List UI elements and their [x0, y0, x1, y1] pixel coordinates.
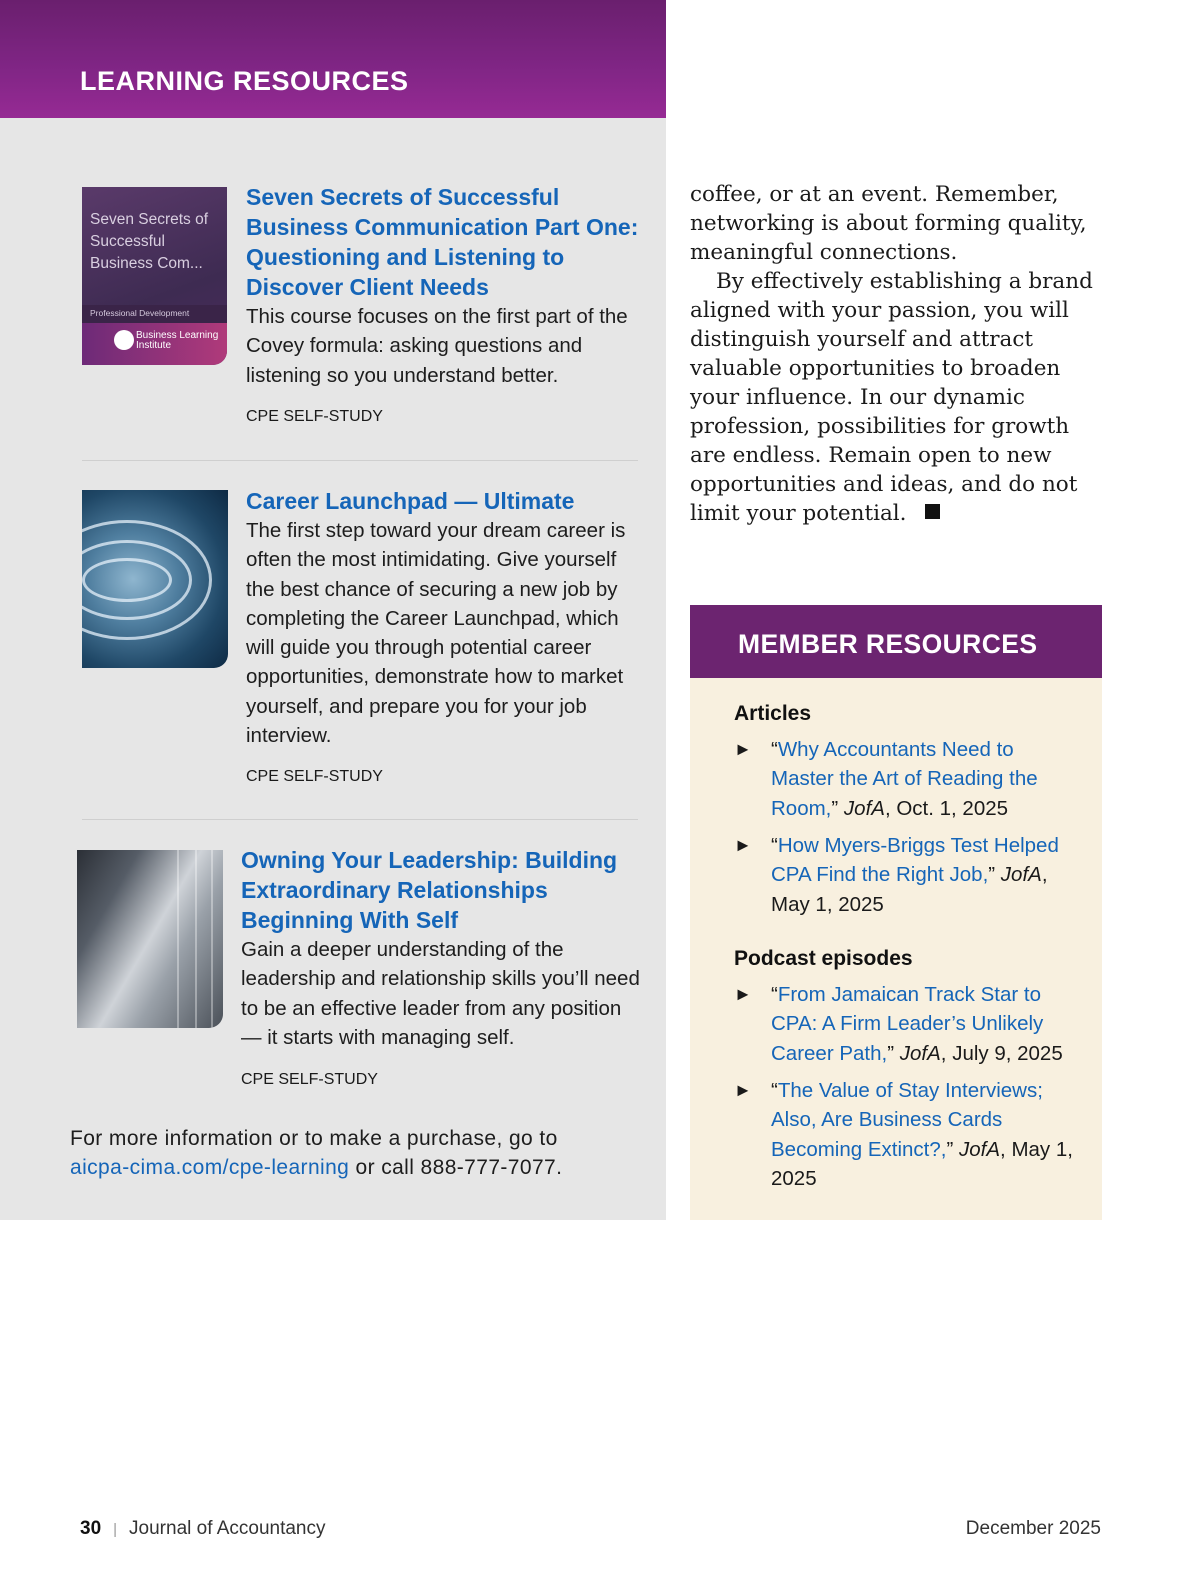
publication-name: Journal of Accountancy [129, 1518, 326, 1539]
member-resources-box: MEMBER RESOURCES Articles ► “Why Accountants Need to Master the Art of Reading the Room,” JofA, Oct. 1, 2025 ► “How Myers-Briggs Test Helped CPA Find the Right Job,” JofA, May 1, 2025 Podcast episodes ► “From Jamaican Track Star to CPA: A Firm Leader’s Unlikely Career Path,” JofA, July 9, 2025 ► “The Value of Stay Interviews; Also, Are Business Cards Becoming Extinct?,” JofA, May 1, 2025 [690, 605, 1102, 1220]
member-resources-header [690, 605, 1102, 678]
course-text [246, 182, 641, 390]
article-link[interactable]: Why Accountants Need to Master the Art of Reading the Room, [771, 738, 1038, 820]
course-text [241, 845, 641, 1052]
course-thumbnail[interactable] [77, 850, 223, 1028]
course-tag-label: CPE SELF-STUDY [241, 1071, 378, 1088]
course-tag-label: CPE SELF-STUDY [246, 408, 383, 425]
course-tag [246, 768, 383, 786]
thumbnail-band: Professional Development [82, 305, 227, 323]
divider [82, 819, 638, 820]
course-tag-label: CPE SELF-STUDY [246, 768, 383, 785]
thumbnail-title: Seven Secrets of Successful Business Com... [90, 211, 209, 272]
member-resources-title: MEMBER RESOURCES [738, 629, 1038, 659]
footer-left [80, 1518, 326, 1540]
article-link[interactable]: How Myers-Briggs Test Helped CPA Find the Right Job, [771, 834, 1059, 887]
learning-resources-title: LEARNING RESOURCES [80, 66, 409, 96]
issue-date: December 2025 [965, 1518, 1101, 1539]
podcasts-heading: Podcast episodes [734, 947, 913, 970]
course-title[interactable]: Seven Secrets of Successful Business Communication Part One: Questioning and Listening to Discover Client Needs [246, 184, 639, 300]
articles-heading: Articles [734, 702, 812, 725]
page-number: 30 [80, 1518, 102, 1539]
footer-separator: | [113, 1520, 118, 1538]
play-arrow-icon: ► [734, 835, 752, 855]
cpe-learning-link[interactable]: aicpa-cima.com/cpe-learning [70, 1156, 350, 1179]
course-text [246, 486, 646, 750]
course-tag [241, 1071, 378, 1089]
divider [82, 460, 638, 461]
play-arrow-icon: ► [734, 739, 752, 759]
course-tag [246, 408, 383, 426]
article-body [690, 180, 1110, 528]
podcast-link[interactable]: From Jamaican Track Star to CPA: A Firm Leader’s Unlikely Career Path, [771, 983, 1044, 1065]
learning-resources-header [0, 0, 666, 118]
course-title[interactable]: Career Launchpad — Ultimate [246, 488, 575, 514]
article-paragraph: coffee, or at an event. Remember, networking is about forming quality, meaningful connections. [690, 182, 1087, 265]
course-description: The first step toward your dream career is often the most intimidating. Give yourself the best chance of securing a new job by completing the Career Launchpad, which will guide you through potential career opportunities, demonstrate how to market yourself, and prepare you for your job interview. [246, 519, 626, 748]
course-description: Gain a deeper understanding of the leadership and relationship skills you’ll need to be an effective leader from any position — it starts with managing self. [241, 938, 640, 1049]
article-paragraph: By effectively establishing a brand aligned with your passion, you will distinguish yourself and attract valuable opportunities to broaden your influence. In our dynamic profession, possibilities for growth are endless. Remain open to new opportunities and ideas, and do not limit your potential. [690, 269, 1093, 526]
play-arrow-icon: ► [734, 1080, 752, 1100]
course-thumbnail[interactable] [82, 187, 227, 365]
end-of-article-icon [925, 504, 940, 519]
thumbnail-logo-text: Business Learning Institute [136, 330, 219, 351]
podcast-link[interactable]: The Value of Stay Interviews; Also, Are Business Cards Becoming Extinct?, [771, 1079, 1043, 1161]
course-title[interactable]: Owning Your Leadership: Building Extraordinary Relationships Beginning With Self [241, 847, 618, 933]
more-info-text: For more information or to make a purchase, go to aicpa-cima.com/cpe-learning or call 888-777-7077. [70, 1127, 563, 1179]
business-learning-logo-icon [114, 330, 134, 350]
play-arrow-icon: ► [734, 984, 752, 1004]
course-thumbnail[interactable] [82, 490, 228, 668]
course-description: This course focuses on the first part of the Covey formula: asking questions and listening so you understand better. [246, 305, 628, 387]
